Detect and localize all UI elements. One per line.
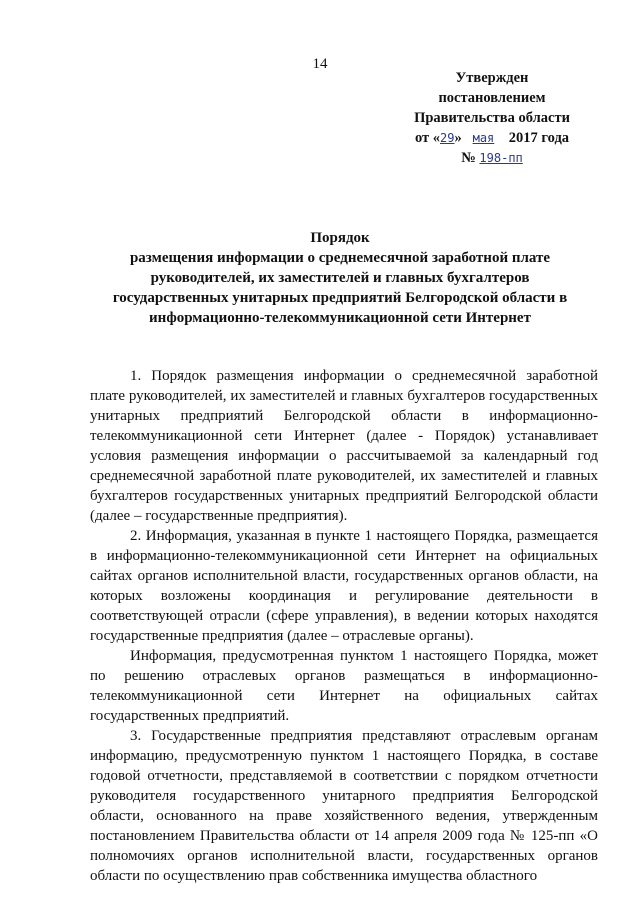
- title-line-1: Порядок: [310, 230, 370, 246]
- date-mid: »: [454, 130, 462, 146]
- number-value: 198-пп: [479, 151, 523, 165]
- approval-line-3: Правительства области: [414, 110, 570, 126]
- date-month: мая: [472, 131, 495, 145]
- approval-stamp: [392, 68, 592, 168]
- approval-line-2: постановлением: [438, 90, 546, 106]
- title-line-2: размещения информации о среднемесячной заработной плате: [129, 250, 551, 266]
- approval-date: [392, 128, 592, 148]
- date-day: 29: [440, 131, 455, 145]
- approval-line-1: Утвержден: [455, 70, 529, 86]
- date-suffix: 2017 года: [508, 130, 570, 146]
- approval-number: [392, 148, 592, 168]
- paragraph-3: Информация, предусмотренная пунктом 1 настоящего Порядка, может по решению отраслевых органов размещаться в информационно-телекоммуникационной сети Интернет на официальных сайтах государственных предприятий.: [90, 648, 598, 724]
- page-number: 14: [312, 56, 328, 72]
- paragraph-4: 3. Государственные предприятия представляют отраслевым органам информацию, предусмотренную пунктом 1 настоящего Порядка, в составе годовой отчетности, представляемой в соответствии с порядком отчетности руководителя государственного унитарного предприятия Белгородской области, основанного на праве хозяйственного ведения, утвержденным постановлением Правительства области от 14 апреля 2009 года № 125-пп «О полномочиях органов исполнительной власти, государственных органов области по осуществлению прав собственника имущества областного: [90, 728, 598, 884]
- document-body: [90, 366, 598, 886]
- date-prefix: от «: [414, 130, 441, 146]
- document-title: [90, 228, 590, 328]
- number-prefix: №: [461, 150, 476, 166]
- title-line-3: руководителей, их заместителей и главных бухгалтеров: [150, 270, 530, 286]
- paragraph-2: 2. Информация, указанная в пункте 1 настоящего Порядка, размещается в информационно-телекоммуникационной сети Интернет на официальных сайтах органов исполнительной власти, государственных органов области, на которых возложены координация и регулирование деятельности в соответствующей отрасли (сфере управления), в ведении которых находятся государственные предприятия (далее – отраслевые органы).: [90, 528, 598, 644]
- title-line-5: информационно-телекоммуникационной сети Интернет: [149, 310, 531, 326]
- paragraph-1: 1. Порядок размещения информации о среднемесячной заработной плате руководителей, их заместителей и главных бухгалтеров государственных унитарных предприятий Белгородской области в информационно-телекоммуникационной сети Интернет (далее - Порядок) устанавливает условия размещения информации о рассчитываемой за календарный год среднемесячной заработной плате руководителей, их заместителей и главных бухгалтеров государственных унитарных предприятий Белгородской области (далее – государственные предприятия).: [90, 368, 598, 524]
- title-line-4: государственных унитарных предприятий Белгородской области в: [112, 290, 568, 306]
